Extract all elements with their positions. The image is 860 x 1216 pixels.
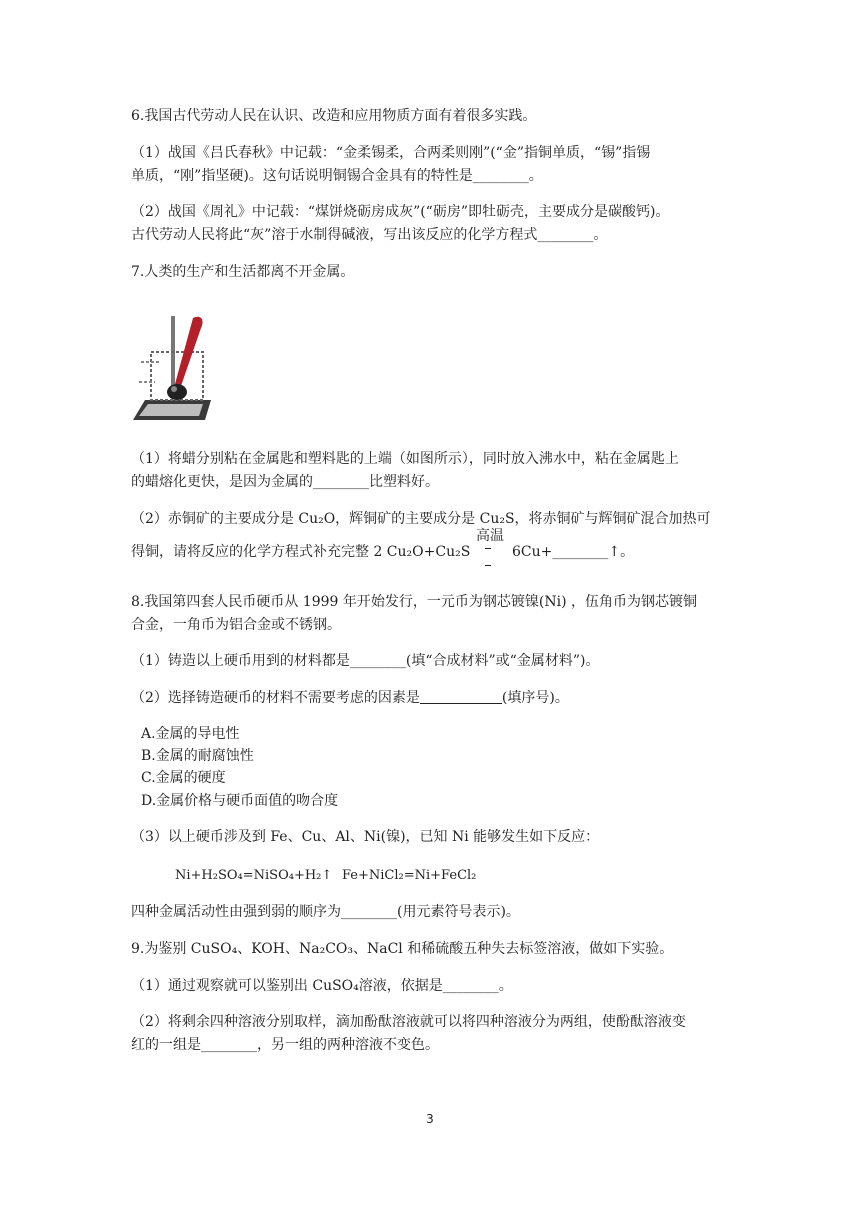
q6-part2-line1: （2）战国《周礼》中记载：“煤饼烧砺房成灰”(“砺房”即牡砺壳，主要成分是碳酸钙)。 — [131, 204, 670, 220]
q7-part2-line2-a: 得铜，请将反应的化学方程式补充完整 2 Cu₂O+Cu₂S — [131, 544, 471, 560]
q7-part2-line1: （2）赤铜矿的主要成分是 Cu₂O，辉铜矿的主要成分是 Cu₂S，将赤铜矿与辉铜矿混合加热可 — [131, 511, 711, 527]
spoon-experiment-figure — [131, 312, 211, 422]
q8-part2 — [131, 688, 569, 708]
equation-mark-bottom — [485, 565, 491, 566]
option-c: C.金属的硬度 — [141, 770, 226, 786]
q9-title: 9.为鉴别 CuSO₄、KOH、Na₂CO₃、NaCl 和稀硫酸五种失去标签溶液，做如下实验。 — [131, 941, 674, 957]
option-b: B.金属的耐腐蚀性 — [141, 748, 254, 764]
q8-title-line1: 8.我国第四套人民币硬币从 1999 年开始发行，一元币为钢芯镀镍(Ni) ，伍角币为钢芯镀铜 — [131, 594, 697, 610]
q7-part1-line2: 的蜡熔化更快，是因为金属的________比塑料好。 — [131, 474, 439, 490]
option-d: D.金属价格与硬币面值的吻合度 — [141, 793, 339, 809]
reaction-condition: 高温 — [476, 528, 504, 544]
q9-part1: （1）通过观察就可以鉴别出 CuSO₄溶液，依据是________。 — [131, 978, 513, 994]
page-number: 3 — [426, 1112, 434, 1126]
q9-part2-line1: （2）将剩余四种溶液分别取样，滴加酚酞溶液就可以将四种溶液分为两组，使酚酞溶液变 — [131, 1014, 686, 1030]
q6-part1-line1: （1）战国《吕氏春秋》中记载：“金柔锡柔，合两柔则刚”(“金”指铜单质，“锡”指锡 — [131, 145, 651, 161]
q7-title: 7.人类的生产和生活都离不开金属。 — [131, 264, 355, 280]
q8-part2-text-b: (填序号)。 — [501, 690, 569, 706]
q8-part1: （1）铸造以上硬币用到的材料都是________(填“合成材料”或“金属材料”)。 — [131, 653, 600, 669]
q7-part2-line2-b: 6Cu+________↑。 — [512, 544, 635, 560]
q6-part1-line2: 单质，“刚”指坚硬)。这句话说明铜锡合金具有的特性是________。 — [131, 168, 543, 184]
q8-part4: 四种金属活动性由强到弱的顺序为________(用元素符号表示)。 — [131, 904, 520, 920]
option-a: A.金属的导电性 — [141, 726, 240, 742]
q7-part1-line1: （1）将蜡分别粘在金属匙和塑料匙的上端（如图所示），同时放入沸水中，粘在金属匙上 — [131, 451, 679, 467]
equation-1: Ni+H₂SO₄=NiSO₄+H₂↑ — [175, 868, 333, 883]
q8-part3: （3）以上硬币涉及到 Fe、Cu、Al、Ni(镍)，已知 Ni 能够发生如下反应： — [131, 829, 600, 845]
q8-part2-text-a: （2）选择铸造硬币的材料不需要考虑的因素是 — [131, 690, 420, 706]
answer-blank — [420, 689, 502, 704]
equation-mark-top — [485, 548, 491, 549]
q6-title: 6.我国古代劳动人民在认识、改造和应用物质方面有着很多实践。 — [131, 108, 537, 124]
q9-part2-line2: 红的一组是________，另一组的两种溶液不变色。 — [131, 1037, 439, 1053]
equation-2: Fe+NiCl₂=Ni+FeCl₂ — [342, 868, 477, 883]
q6-part2-line2: 古代劳动人民将此“灰”溶于水制得碱液，写出该反应的化学方程式________。 — [131, 227, 608, 243]
q8-title-line2: 合金，一角币为铝合金或不锈钢。 — [131, 617, 341, 633]
